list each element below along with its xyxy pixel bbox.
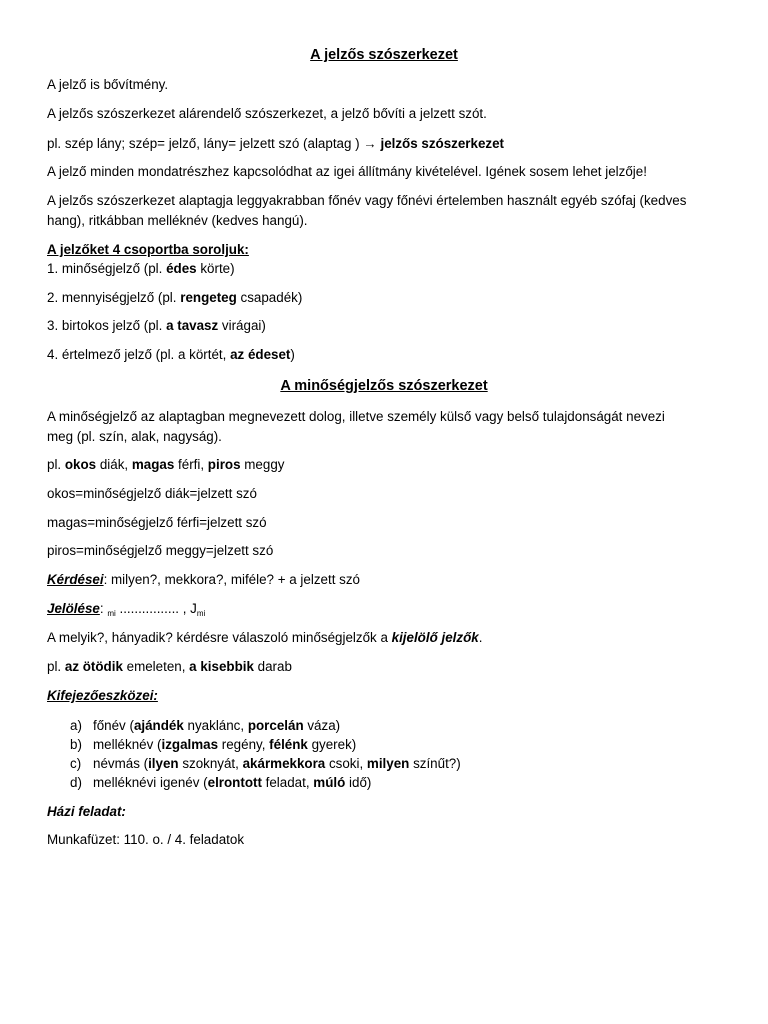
text: névmás ( <box>93 756 149 771</box>
text: váza) <box>303 718 341 733</box>
text: : <box>99 601 108 616</box>
text: emeleten, <box>122 659 190 674</box>
text: diák, <box>96 457 132 472</box>
bold-text: ajándék <box>133 718 184 733</box>
bold-text: édes <box>166 261 197 276</box>
section-title: A minőségjelzős szószerkezet <box>280 378 488 394</box>
list-marker: a) <box>70 718 82 733</box>
hazi-feladat-label: Házi feladat: <box>47 804 126 819</box>
text: nyaklánc, <box>183 718 248 733</box>
paragraph-examples <box>47 455 284 475</box>
list-item <box>70 754 461 773</box>
bold-text: jelzős szószerkezet <box>380 136 505 151</box>
kifejezoeszkozei-label: Kifejezőeszközei: <box>47 688 158 703</box>
text: szoknyát, <box>178 756 243 771</box>
example-magas: magas=minőségjelző férfi=jelzett szó <box>47 515 267 530</box>
label: Kérdései <box>47 572 104 587</box>
bold-text: az édeset <box>230 347 291 362</box>
text: 4. értelmező jelző (pl. a körtét, <box>47 347 231 362</box>
bold-text: elrontott <box>207 775 262 790</box>
list-item <box>70 735 356 754</box>
text: gyerek) <box>307 737 357 752</box>
text: idő) <box>345 775 372 790</box>
group-item <box>47 316 266 336</box>
paragraph-igei-allitmany: A jelző minden mondatrészhez kapcsolódhat az igei állítmány kivételével. Igének sosem lehet jelzője! <box>47 164 647 179</box>
text: 1. minőségjelző (pl. <box>47 261 167 276</box>
text: csoki, <box>325 756 367 771</box>
example-piros: piros=minőségjelző meggy=jelzett szó <box>47 543 274 558</box>
text: regény, <box>218 737 270 752</box>
paragraph-kijelolo <box>47 628 482 648</box>
list-item <box>70 716 340 735</box>
group-item <box>47 345 295 365</box>
label: Jelölése <box>47 601 100 616</box>
text: ................ , J <box>115 601 197 616</box>
text: pl. <box>47 457 65 472</box>
paragraph-alarendelo: A jelzős szószerkezet alárendelő szószerkezet, a jelző bővíti a jelzett szót. <box>47 106 487 121</box>
munkafuzet-text: Munkafüzet: 110. o. / 4. feladatok <box>47 832 245 847</box>
groups-heading: A jelzőket 4 csoportba soroljuk: <box>47 242 249 257</box>
bold-text: magas <box>131 457 175 472</box>
example-okos: okos=minőségjelző diák=jelzett szó <box>47 486 257 501</box>
group-item <box>47 259 235 279</box>
text: : milyen?, mekkora?, miféle? + a jelzett szó <box>103 572 360 587</box>
bold-text: rengeteg <box>180 290 237 305</box>
paragraph-alaptag-line1: A jelzős szószerkezet alaptagja leggyakrabban főnév vagy főnévi értelemben használt egyéb szófaj (kedves <box>47 193 687 208</box>
arrow-icon: → <box>363 136 377 151</box>
paragraph-kijelolo-examples <box>47 657 292 677</box>
paragraph-minosegjelzo-line1: A minőségjelző az alaptagban megnevezett dolog, illetve személy külső vagy belső tulajdonságát nevezi <box>47 409 665 424</box>
list-marker: b) <box>70 737 82 752</box>
text: A melyik?, hányadik? kérdésre válaszoló minőségjelzők a <box>47 630 392 645</box>
paragraph-jelolese <box>47 599 205 624</box>
bold-text: piros <box>207 457 241 472</box>
paragraph-alaptag-line2: hang), ritkábban melléknév (kedves hangú). <box>47 213 308 228</box>
text: férfi, <box>174 457 208 472</box>
bold-text: izgalmas <box>161 737 219 752</box>
text: pl. szép lány; szép= jelző, lány= jelzett szó (alaptag ) <box>47 136 364 151</box>
text: 2. mennyiségjelző (pl. <box>47 290 181 305</box>
text: főnév ( <box>93 718 134 733</box>
paragraph-minosegjelzo-line2: meg (pl. szín, alak, nagyság). <box>47 429 222 444</box>
bold-text: ilyen <box>148 756 179 771</box>
bold-text: az ötödik <box>64 659 123 674</box>
bold-text: akármekkora <box>242 756 326 771</box>
list-item <box>70 773 371 792</box>
text: virágai) <box>218 318 266 333</box>
text: színűt?) <box>409 756 461 771</box>
bold-text: milyen <box>366 756 410 771</box>
paragraph-example-szep-lany <box>47 134 504 154</box>
text: melléknévi igenév ( <box>93 775 208 790</box>
document-title: A jelzős szószerkezet <box>310 47 458 63</box>
paragraph-jelzo-bovitmeny: A jelző is bővítmény. <box>47 77 169 92</box>
text: körte) <box>196 261 235 276</box>
group-item <box>47 288 302 308</box>
bold-text: porcelán <box>247 718 304 733</box>
text: meggy <box>240 457 285 472</box>
text: . <box>478 630 483 645</box>
bold-text: a kisebbik <box>189 659 254 674</box>
text: feladat, <box>261 775 314 790</box>
bold-text: félénk <box>269 737 308 752</box>
text: ) <box>290 347 295 362</box>
bold-text: a tavasz <box>166 318 219 333</box>
list-marker: d) <box>70 775 82 790</box>
list-marker: c) <box>70 756 82 771</box>
subscript: mi <box>107 609 116 618</box>
subscript: mi <box>196 609 206 618</box>
text: csapadék) <box>236 290 303 305</box>
bold-text: múló <box>313 775 346 790</box>
bold-italic-text: kijelölő jelzők <box>391 630 479 645</box>
text: darab <box>253 659 292 674</box>
text: melléknév ( <box>93 737 162 752</box>
paragraph-kerdesei <box>47 570 360 590</box>
text: 3. birtokos jelző (pl. <box>47 318 167 333</box>
bold-text: okos <box>64 457 97 472</box>
text: pl. <box>47 659 65 674</box>
